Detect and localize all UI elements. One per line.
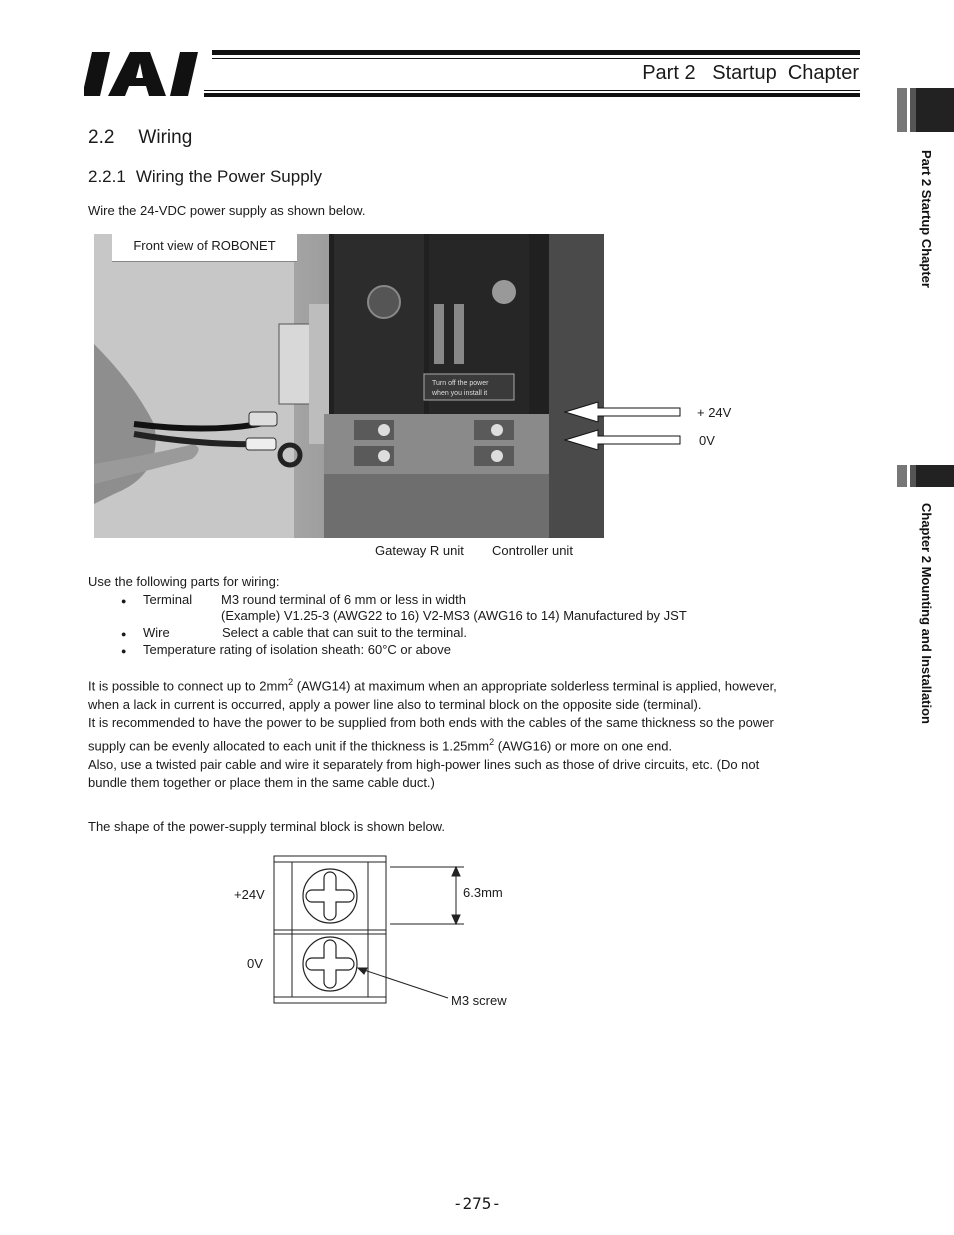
arrows-graphic [560,400,685,450]
section-number: 2.2 [88,127,115,148]
para-line2: when a lack in current is occurred, apply a power line also to terminal block on the opposite side (terminal). [88,696,702,712]
photo-sticker-line2: when you install it [432,390,488,397]
header-title: Part 2 Startup Chapter [642,62,859,84]
temperature-text: Temperature rating of isolation sheath: 60°C or above [143,642,451,657]
robonet-photo-illustration [94,234,604,538]
wire-desc: Select a cable that can suit to the terminal. [222,625,467,640]
terminal-label-24v: +24V [234,887,265,902]
header-rule-bottom [204,93,860,97]
parts-item-temperature [121,641,451,661]
para-line3: It is recommended to have the power to be supplied from both ends with the cables of the same thickness so the power [88,715,774,731]
arrow-24v-icon [565,402,680,422]
photo-sticker-line1: Turn off the power [432,380,489,387]
bullet-icon: ● [121,629,127,639]
intro-text: Wire the 24-VDC power supply as shown below. [88,203,366,218]
label-24v: + 24V [697,405,732,420]
header-rule-bottom-thin [204,90,860,91]
side-tab-label-part2: Part 2 Startup Chapter [919,150,934,288]
wiring-paragraph [88,673,848,793]
bullet-icon: ● [121,596,127,606]
terminal-dimension: 6.3mm [463,885,503,900]
terminal-desc: M3 round terminal of 6 mm or less in width [221,592,466,607]
subsection-heading [88,167,322,187]
subsection-number: 2.2.1 [88,167,126,186]
screw-top-icon [303,869,357,923]
terminal-block-diagram [268,850,518,1010]
parts-item-terminal [121,591,466,611]
subsection-title: Wiring the Power Supply [135,167,322,186]
label-controller-unit: Controller unit [492,543,573,558]
arrow-0v-icon [565,430,680,450]
side-tab-marker-2 [897,465,954,487]
bullet-icon: ● [121,646,127,656]
para-sup1: 2 [288,677,294,687]
header-rule-top-thin [212,58,860,59]
header-rule-top [212,50,860,55]
para-line5: Also, use a twisted pair cable and wire it separately from high-power lines such as those of drive circuits, etc. (Do not [88,756,760,772]
para-line4a: supply can be evenly allocated to each unit if the thickness is 1.25mm [88,738,490,754]
parts-intro: Use the following parts for wiring: [88,574,280,589]
terminal-example: (Example) V1.25-3 (AWG22 to 16) V2-MS3 (AWG16 to 14) Manufactured by JST [221,608,687,623]
photo-caption: Front view of ROBONET [112,234,297,262]
para-sup2: 2 [489,736,495,747]
para-line1a: It is possible to connect up to 2mm [88,678,289,694]
screw-bottom-icon [303,937,357,991]
terminal-intro: The shape of the power-supply terminal block is shown below. [88,819,445,834]
para-line4b: (AWG16) or more on one end. [494,738,673,754]
side-tab-label-chapter2: Chapter 2 Mounting and Installation [919,503,934,724]
wire-name: Wire [143,625,170,640]
para-line6: bundle them together or place them in the same cable duct.) [88,775,435,791]
iai-logo [84,48,204,100]
side-tab-marker-1 [897,88,954,132]
terminal-name: Terminal [143,592,193,607]
section-heading [88,127,192,149]
page-number: -275- [452,1194,502,1213]
terminal-label-0v: 0V [247,956,263,971]
label-gateway-unit: Gateway R unit [375,543,464,558]
section-title: Wiring [138,127,193,148]
robonet-photo [94,234,604,538]
terminal-screw-label: M3 screw [451,993,507,1008]
para-line1b: (AWG14) at maximum when an appropriate solderless terminal is applied, however, [293,678,777,694]
label-0v: 0V [699,433,715,448]
